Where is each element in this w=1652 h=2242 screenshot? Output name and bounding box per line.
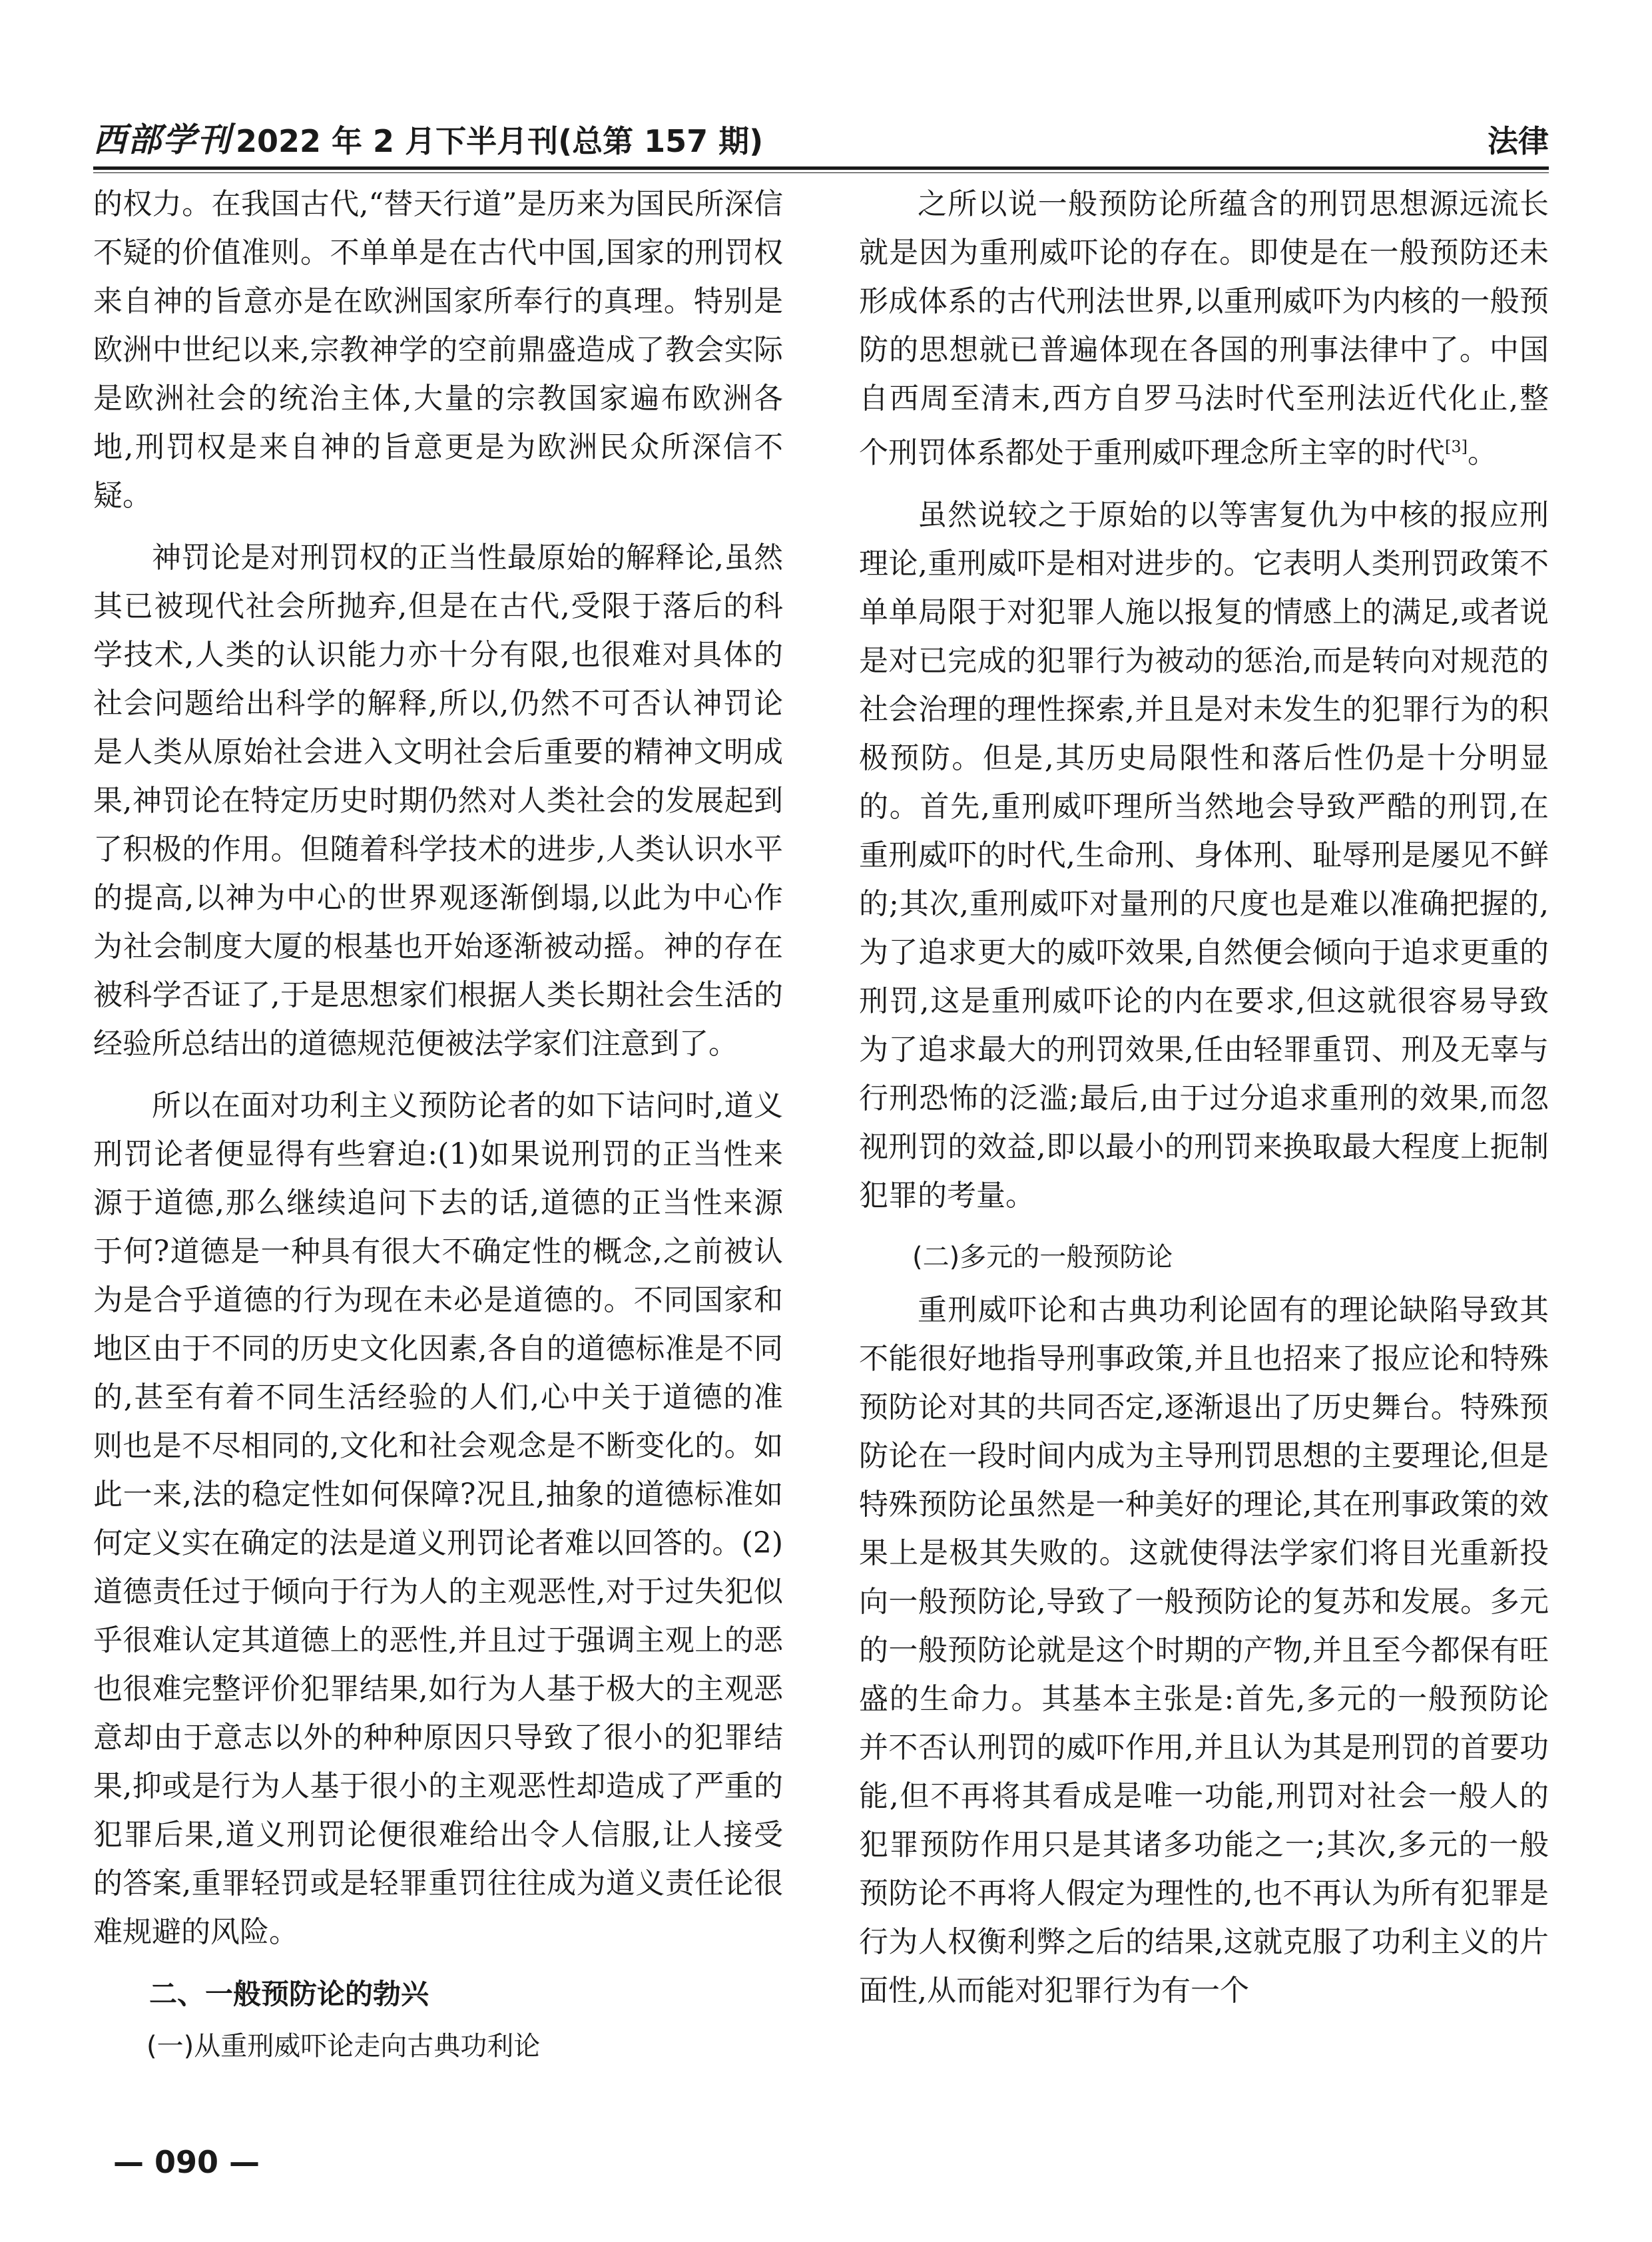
page-number: — 090 —	[113, 2144, 260, 2180]
right-column	[859, 180, 1549, 2028]
paragraph: 的权力。在我国古代,“替天行道”是历来为国民所深信不疑的价值准则。不单单是在古代中国,国家的刑罚权来自神的旨意亦是在欧洲国家所奉行的真理。特别是欧洲中世纪以来,宗教神学的空前鼎盛造成了教会实际是欧洲社会的统治主体,大量的宗教国家遍布欧洲各地,刑罚权是来自神的旨意更是为欧洲民众所深信不疑。	[93, 187, 783, 513]
section-heading: 二、一般预防论的勃兴	[149, 1978, 429, 2010]
left-column	[93, 180, 783, 2075]
paragraph: 所以在面对功利主义预防论者的如下诘问时,道义刑罚论者便显得有些窘迫:(1)如果说刑罚的正当性来源于道德,那么继续追问下去的话,道德的正当性来源于何?道德是一种具有很大不确定性的概念,之前被认为是合乎道德的行为现在未必是道德的。不同国家和地区由于不同的历史文化因素,各自的道德标准是不同的,甚至有着不同生活经验的人们,心中关于道德的准则也是不尽相同的,文化和社会观念是不断变化的。如此一来,法的稳定性如何保障?况且,抽象的道德标准如何定义实在确定的法是道义刑罚论者难以回答的。(2)道德责任过于倾向于行为人的主观恶性,对于过失犯似乎很难认定其道德上的恶性,并且过于强调主观上的恶也很难完整评价犯罪结果,如行为人基于极大的主观恶意却由于意志以外的种种原因只导致了很小的犯罪结果,抑或是行为人基于很小的主观恶性却造成了严重的犯罪后果,道义刑罚论便很难给出令人信服,让人接受的答案,重罪轻罚或是轻罪重罚往往成为道义责任论很难规避的风险。	[93, 1089, 783, 1949]
issue-info: 2022 年 2 月下半月刊(总第 157 期)	[236, 123, 764, 159]
section-label: 法律	[1488, 123, 1549, 159]
subsection-heading: (二)多元的一般预防论	[912, 1241, 1173, 1272]
header-rule-thin	[93, 172, 1549, 173]
paragraph-text: 之所以说一般预防论所蕴含的刑罚思想源远流长就是因为重刑威吓论的存在。即使是在一般预防还未形成体系的古代刑法世界,以重刑威吓为内核的一般预防的思想就已普遍体现在各国的刑事法律中了。中国自西周至清末,西方自罗马法时代至刑法近代化止,整个刑罚体系都处于重刑威吓理念所主宰的时代	[859, 187, 1549, 470]
subsection-heading: (一)从重刑威吓论走向古典功利论	[146, 2031, 541, 2062]
journal-brand: 西部学刊	[93, 120, 232, 159]
citation-marker: [3]	[1445, 437, 1468, 456]
header-rule	[93, 166, 1549, 170]
running-header	[93, 112, 1549, 161]
paragraph	[859, 180, 1549, 477]
paragraph: 神罚论是对刑罚权的正当性最原始的解释论,虽然其已被现代社会所抛弃,但是在古代,受限于落后的科学技术,人类的认识能力亦十分有限,也很难对具体的社会问题给出科学的解释,所以,仍然不可否认神罚论是人类从原始社会进入文明社会后重要的精神文明成果,神罚论在特定历史时期仍然对人类社会的发展起到了积极的作用。但随着科学技术的进步,人类认识水平的提高,以神为中心的世界观逐渐倒塌,以此为中心作为社会制度大厦的根基也开始逐渐被动摇。神的存在被科学否证了,于是思想家们根据人类长期社会生活的经验所总结出的道德规范便被法学家们注意到了。	[93, 541, 783, 1061]
header-left	[93, 113, 763, 161]
paragraph-end: 。	[1468, 435, 1497, 470]
paragraph: 重刑威吓论和古典功利论固有的理论缺陷导致其不能很好地指导刑事政策,并且也招来了报应论和特殊预防论对其的共同否定,逐渐退出了历史舞台。特殊预防论在一段时间内成为主导刑罚思想的主要理论,但是特殊预防论虽然是一种美好的理论,其在刑事政策的效果上是极其失败的。这就使得法学家们将目光重新投向一般预防论,导致了一般预防论的复苏和发展。多元的一般预防论就是这个时期的产物,并且至今都保有旺盛的生命力。其基本主张是:首先,多元的一般预防论并不否认刑罚的威吓作用,并且认为其是刑罚的首要功能,但不再将其看成是唯一功能,刑罚对社会一般人的犯罪预防作用只是其诸多功能之一;其次,多元的一般预防论不再将人假定为理性的,也不再认为所有犯罪是行为人权衡利弊之后的结果,这就克服了功利主义的片面性,从而能对犯罪行为有一个	[859, 1292, 1549, 2008]
paragraph: 虽然说较之于原始的以等害复仇为中核的报应刑理论,重刑威吓是相对进步的。它表明人类刑罚政策不单单局限于对犯罪人施以报复的情感上的满足,或者说是对已完成的犯罪行为被动的惩治,而是转向对规范的社会治理的理性探索,并且是对未发生的犯罪行为的积极预防。但是,其历史局限性和落后性仍是十分明显的。首先,重刑威吓理所当然地会导致严酷的刑罚,在重刑威吓的时代,生命刑、身体刑、耻辱刑是屡见不鲜的;其次,重刑威吓对量刑的尺度也是难以准确把握的,为了追求更大的威吓效果,自然便会倾向于追求更重的刑罚,这是重刑威吓论的内在要求,但这就很容易导致为了追求最大的刑罚效果,任由轻罪重罚、刑及无辜与行刑恐怖的泛滥;最后,由于过分追求重刑的效果,而忽视刑罚的效益,即以最小的刑罚来换取最大程度上扼制犯罪的考量。	[859, 497, 1549, 1213]
